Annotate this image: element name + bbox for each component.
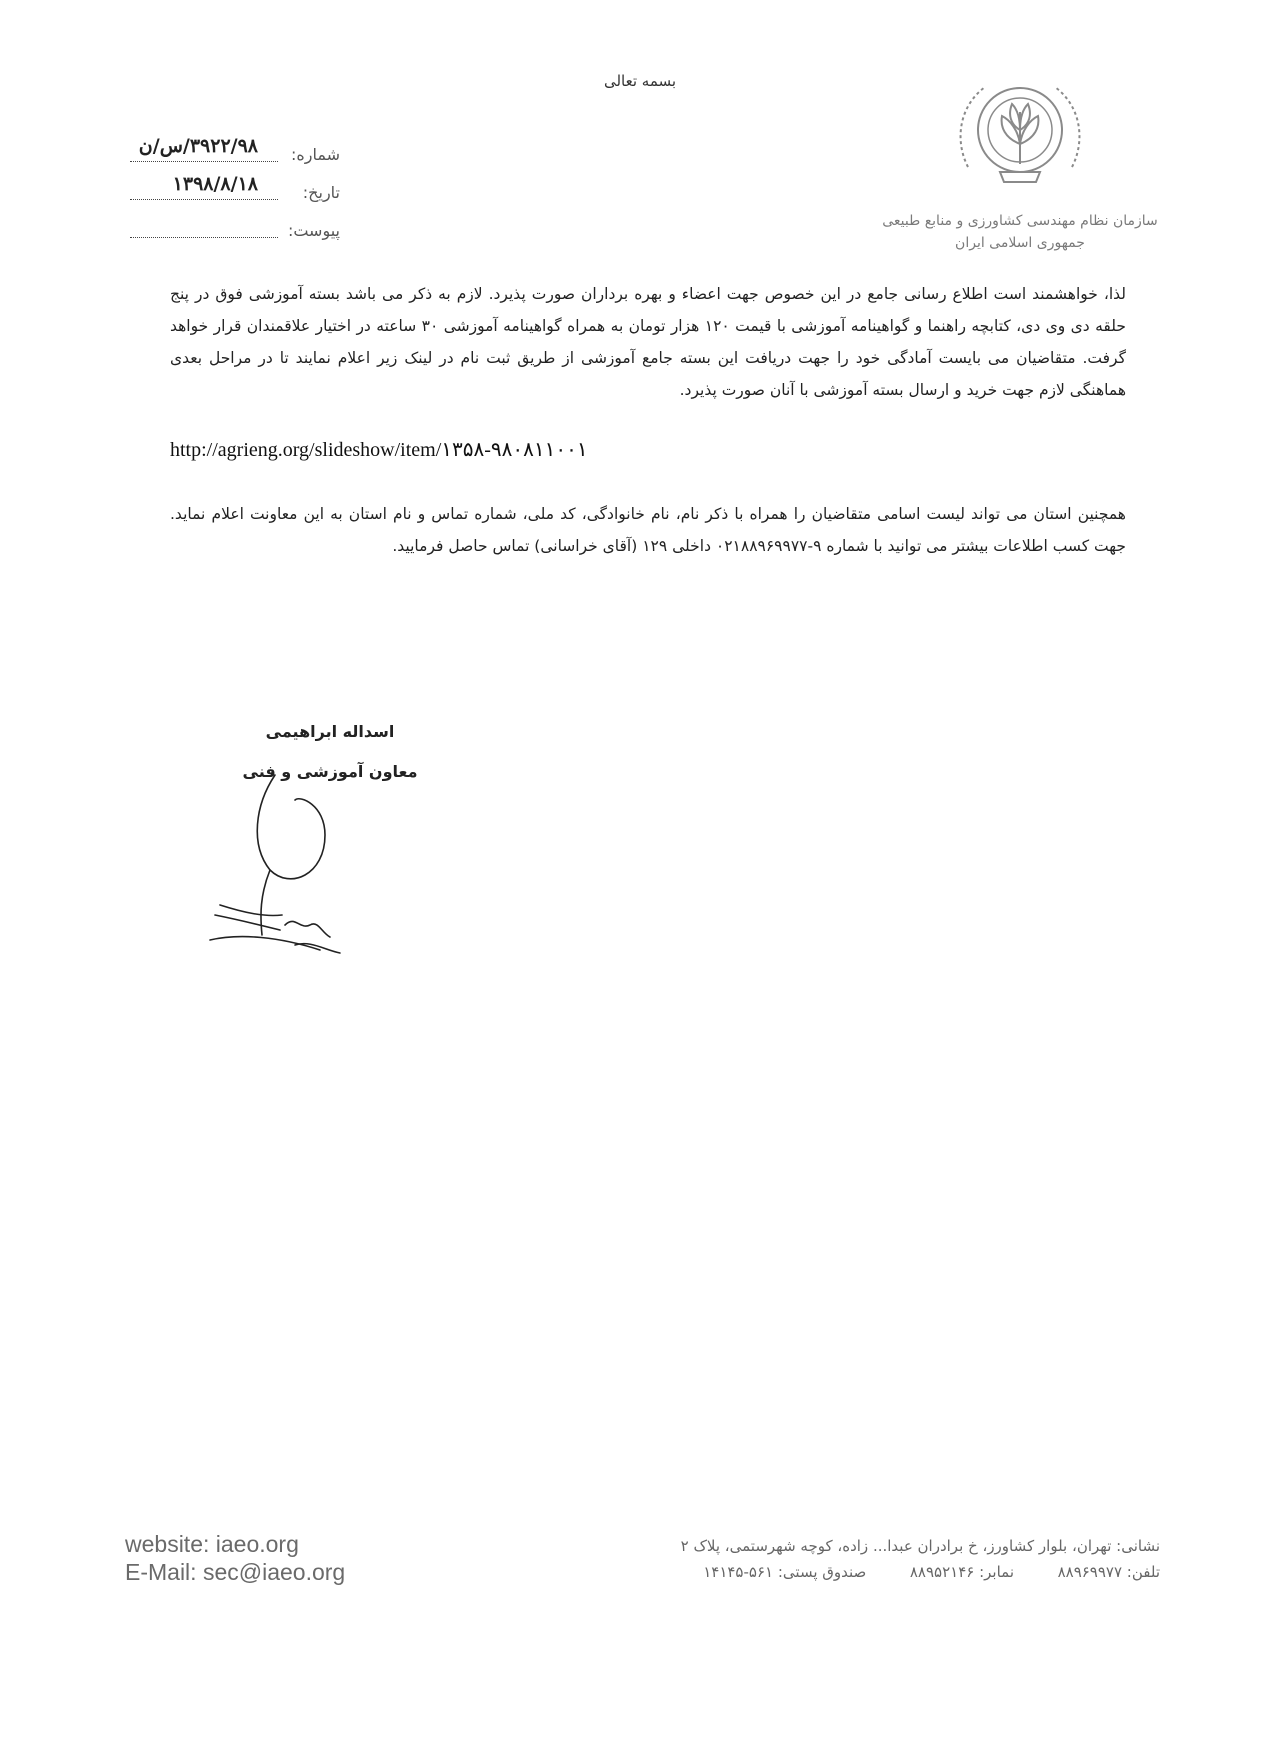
- attachment-dotted-line: [130, 237, 278, 238]
- body-paragraph-2: همچنین استان می تواند لیست اسامی متقاضیان را همراه با ذکر نام، نام خانوادگی، کد ملی، شماره تماس و نام استان به این معاونت اعلام نماید. جهت کسب اطلاعات بیشتر می توانید با شماره ۹-۰۲۱۸۸۹۶۹۹۷۷ داخلی ۱۲۹ (آقای خراسانی) تماس حاصل فرمایید.: [170, 505, 1126, 555]
- org-country-line: جمهوری اسلامی ایران: [955, 235, 1085, 251]
- number-label: شماره:: [290, 145, 340, 164]
- footer-postbox: صندوق پستی: ۵۶۱-۱۴۱۴۵: [703, 1563, 867, 1581]
- footer-contact-web: [125, 1530, 345, 1586]
- date-dotted-line: [130, 199, 278, 200]
- organization-logo-icon: [950, 72, 1090, 192]
- letter-meta: [120, 135, 340, 249]
- footer-phone-line: [590, 1559, 1160, 1585]
- footer-address: نشانی: تهران، بلوار کشاورز، خ برادران عبدا... زاده، کوچه شهرستمی، پلاک ۲: [680, 1537, 1160, 1555]
- letter-number-row: [120, 135, 340, 173]
- org-name-line: سازمان نظام مهندسی کشاورزی و منابع طبیعی: [882, 213, 1158, 229]
- organization-name: [860, 210, 1180, 254]
- footer-address-block: [590, 1533, 1160, 1585]
- signatory-name: اسداله ابراهیمی: [265, 722, 395, 741]
- body-paragraph-1: لذا، خواهشمند است اطلاع رسانی جامع در این خصوص جهت اعضاء و بهره برداران صورت پذیرد. لازم به ذکر می باشد بسته آموزشی فوق در پنج حلقه دی وی دی، کتابچه راهنما و گواهینامه آموزشی با قیمت ۱۲۰ هزار تومان به همراه گواهینامه آموزشی ۳۰ ساعته در اختیار علاقمندان قرار خواهد گرفت. متقاضیان می بایست آمادگی خود را جهت دریافت این بسته جامع آموزشی از طریق ثبت نام در لینک زیر اعلام نمایند تا در مراحل بعدی هماهنگی لازم جهت خرید و ارسال بسته آموزشی با آنان صورت پذیرد.: [170, 285, 1126, 399]
- handwritten-signature-icon: [200, 765, 370, 965]
- bismillah-heading: بسمه تعالی: [603, 72, 677, 90]
- footer-website[interactable]: website: iaeo.org: [125, 1531, 299, 1557]
- number-dotted-line: [130, 161, 278, 162]
- date-value: ۱۳۹۸/۸/۱۸: [172, 173, 258, 195]
- letter-date-row: [120, 173, 340, 211]
- signatory-title: معاون آموزشی و فنی: [242, 762, 418, 781]
- attachment-label: پیوست:: [287, 221, 340, 240]
- footer-phone: تلفن: ۸۸۹۶۹۹۷۷: [1057, 1563, 1160, 1581]
- date-label: تاریخ:: [302, 183, 340, 202]
- footer-email[interactable]: E-Mail: sec@iaeo.org: [125, 1559, 346, 1585]
- registration-link[interactable]: http://agrieng.org/slideshow/item/۱۳۵۸-۹۸۰۸۱۱۰۰۱: [170, 439, 588, 461]
- footer-fax: نمابر: ۸۸۹۵۲۱۴۶: [909, 1563, 1015, 1581]
- number-value: ۳۹۲۲/۹۸/س/ن: [138, 135, 258, 157]
- letter-attachment-row: [120, 211, 340, 249]
